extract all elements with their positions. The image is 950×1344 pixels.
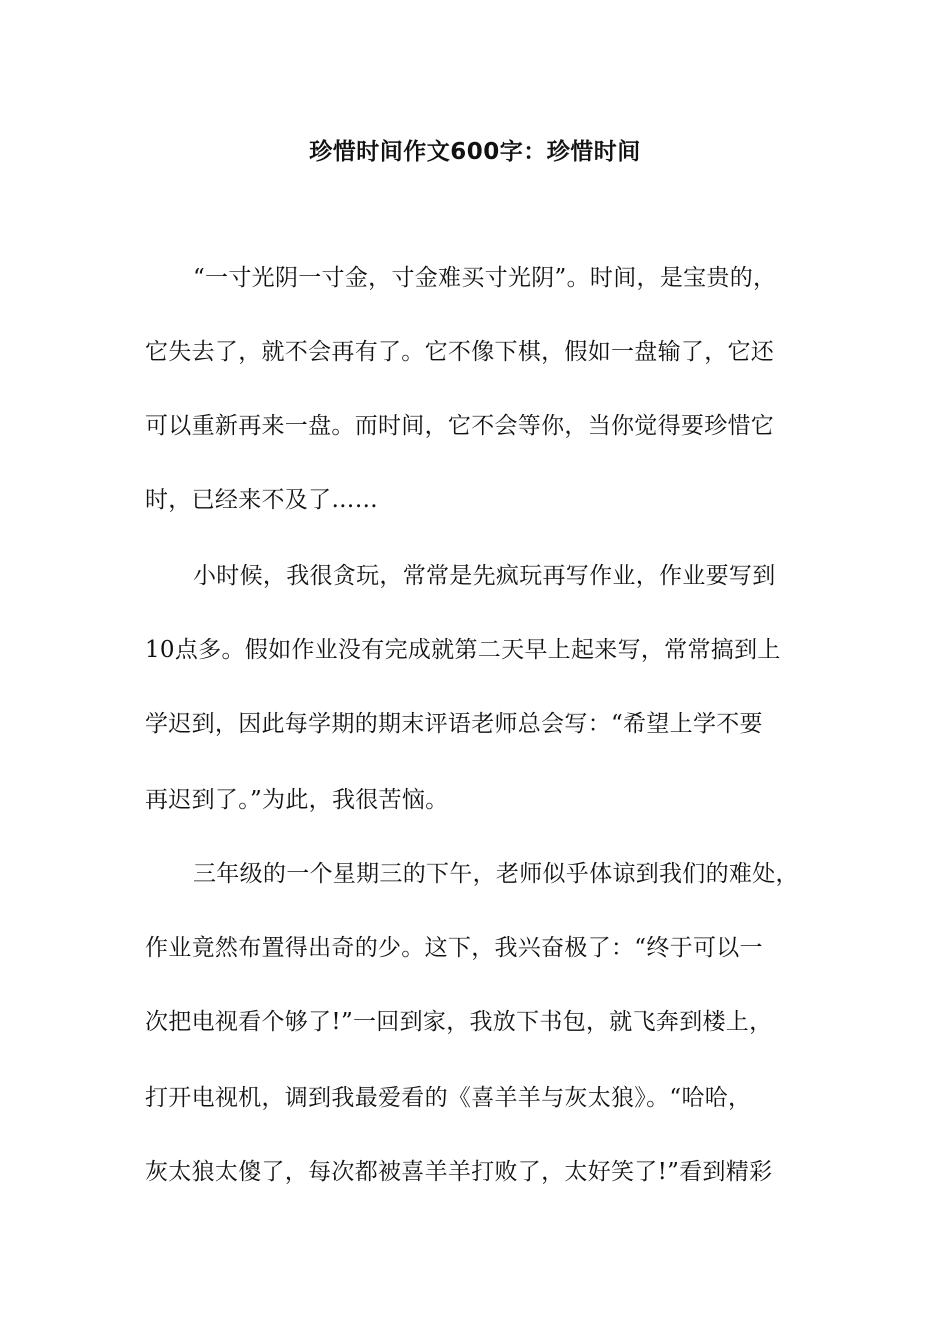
paragraph-3-line-1: 三年级的一个星期三的下午，老师似乎体谅到我们的难处， bbox=[193, 861, 799, 887]
paragraph-2-line-2: 10点多。假如作业没有完成就第二天早上起来写，常常搞到上 bbox=[145, 637, 781, 663]
paragraph-3-line-4: 打开电视机，调到我最爱看的《喜羊羊与灰太狼》。“哈哈， bbox=[145, 1085, 752, 1111]
paragraph-3-line-5: 灰太狼太傻了，每次都被喜羊羊打败了，太好笑了!”看到精彩 bbox=[145, 1159, 773, 1185]
document-title: 珍惜时间作文600字：珍惜时间 bbox=[309, 139, 641, 165]
paragraph-1-line-1: “一寸光阴一寸金，寸金难买寸光阴”。时间，是宝贵的， bbox=[193, 265, 777, 291]
paragraph-2-line-1: 小时候，我很贪玩，常常是先疯玩再写作业，作业要写到 bbox=[193, 563, 776, 589]
paragraph-2-line-3: 学迟到，因此每学期的期末评语老师总会写：“希望上学不要 bbox=[145, 711, 763, 737]
paragraph-3-line-2: 作业竟然布置得出奇的少。这下，我兴奋极了：“终于可以一 bbox=[145, 935, 763, 961]
paragraph-1-line-2: 它失去了，就不会再有了。它不像下棋，假如一盘输了，它还 bbox=[145, 339, 775, 365]
paragraph-3-line-3: 次把电视看个够了!”一回到家，我放下书包，就飞奔到楼上， bbox=[145, 1009, 773, 1035]
paragraph-1-line-3: 可以重新再来一盘。而时间，它不会等你，当你觉得要珍惜它 bbox=[145, 413, 775, 439]
paragraph-1-line-4: 时，已经来不及了…… bbox=[145, 487, 378, 513]
paragraph-2-line-4: 再迟到了。”为此，我很苦恼。 bbox=[145, 787, 449, 813]
